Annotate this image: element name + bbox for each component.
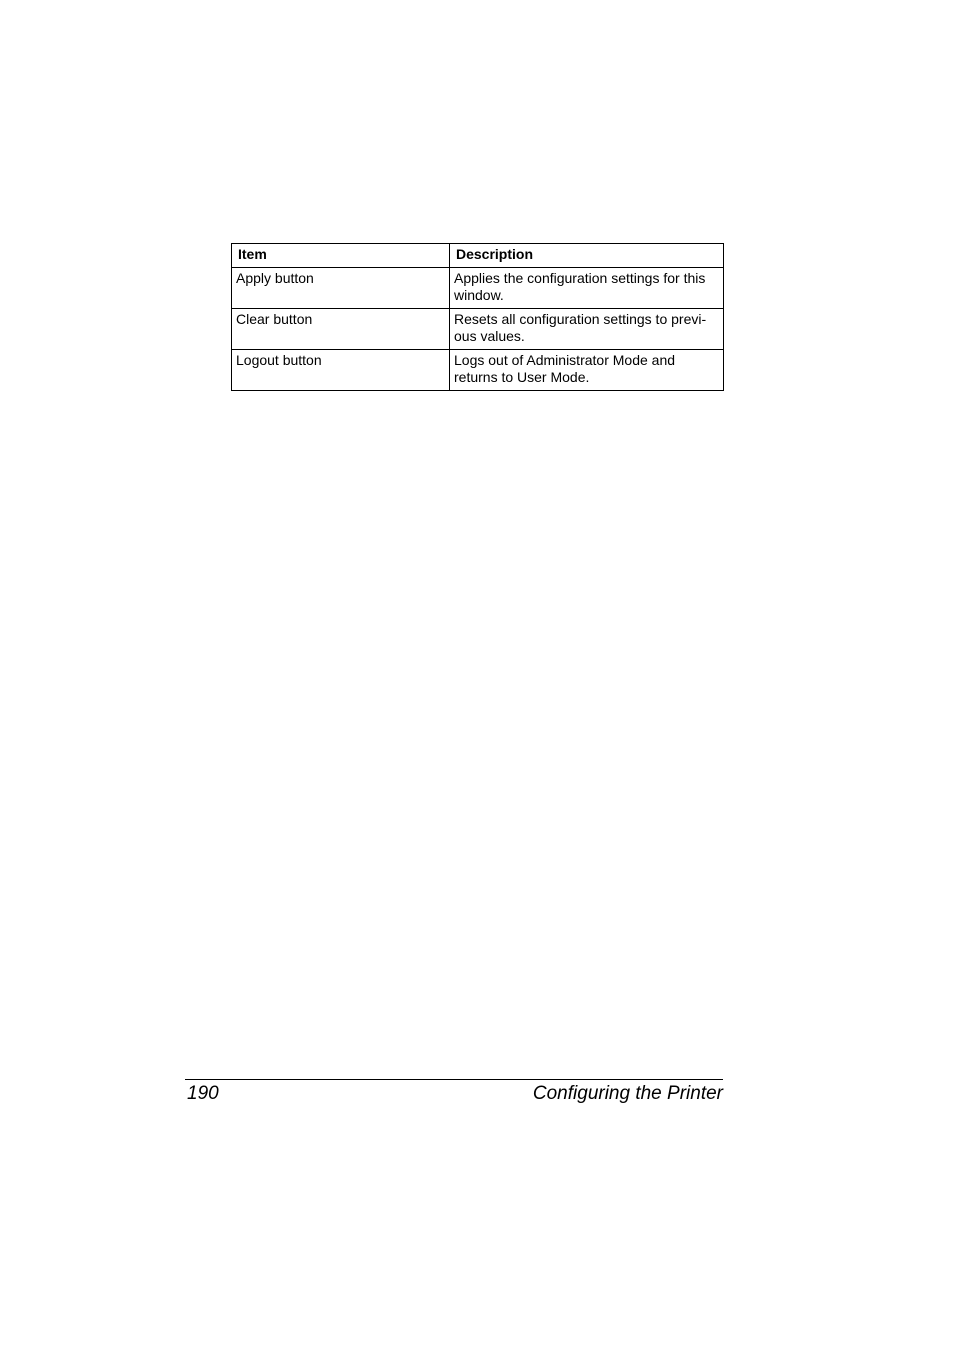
description-line: returns to User Mode. [454, 369, 590, 385]
description-line: Resets all configuration settings to previ- [454, 311, 707, 327]
table-row [232, 268, 724, 309]
footer-divider [185, 1079, 723, 1080]
column-header-item: Item [232, 244, 450, 268]
page-number: 190 [187, 1083, 219, 1104]
table-row [232, 350, 724, 391]
description-line: window. [454, 287, 504, 303]
description-cell [450, 350, 724, 391]
chapter-title: Configuring the Printer [532, 1083, 723, 1104]
table-row [232, 309, 724, 350]
description-line: Applies the configuration settings for this [454, 270, 706, 286]
item-description-table [231, 243, 724, 391]
table-header-row [232, 244, 724, 268]
description-line: Logs out of Administrator Mode and [454, 352, 676, 368]
column-header-description: Description [450, 244, 724, 268]
description-line: ous values. [454, 328, 525, 344]
description-cell [450, 309, 724, 350]
item-cell: Apply button [232, 268, 450, 309]
item-cell: Clear button [232, 309, 450, 350]
description-cell [450, 268, 724, 309]
item-cell: Logout button [232, 350, 450, 391]
